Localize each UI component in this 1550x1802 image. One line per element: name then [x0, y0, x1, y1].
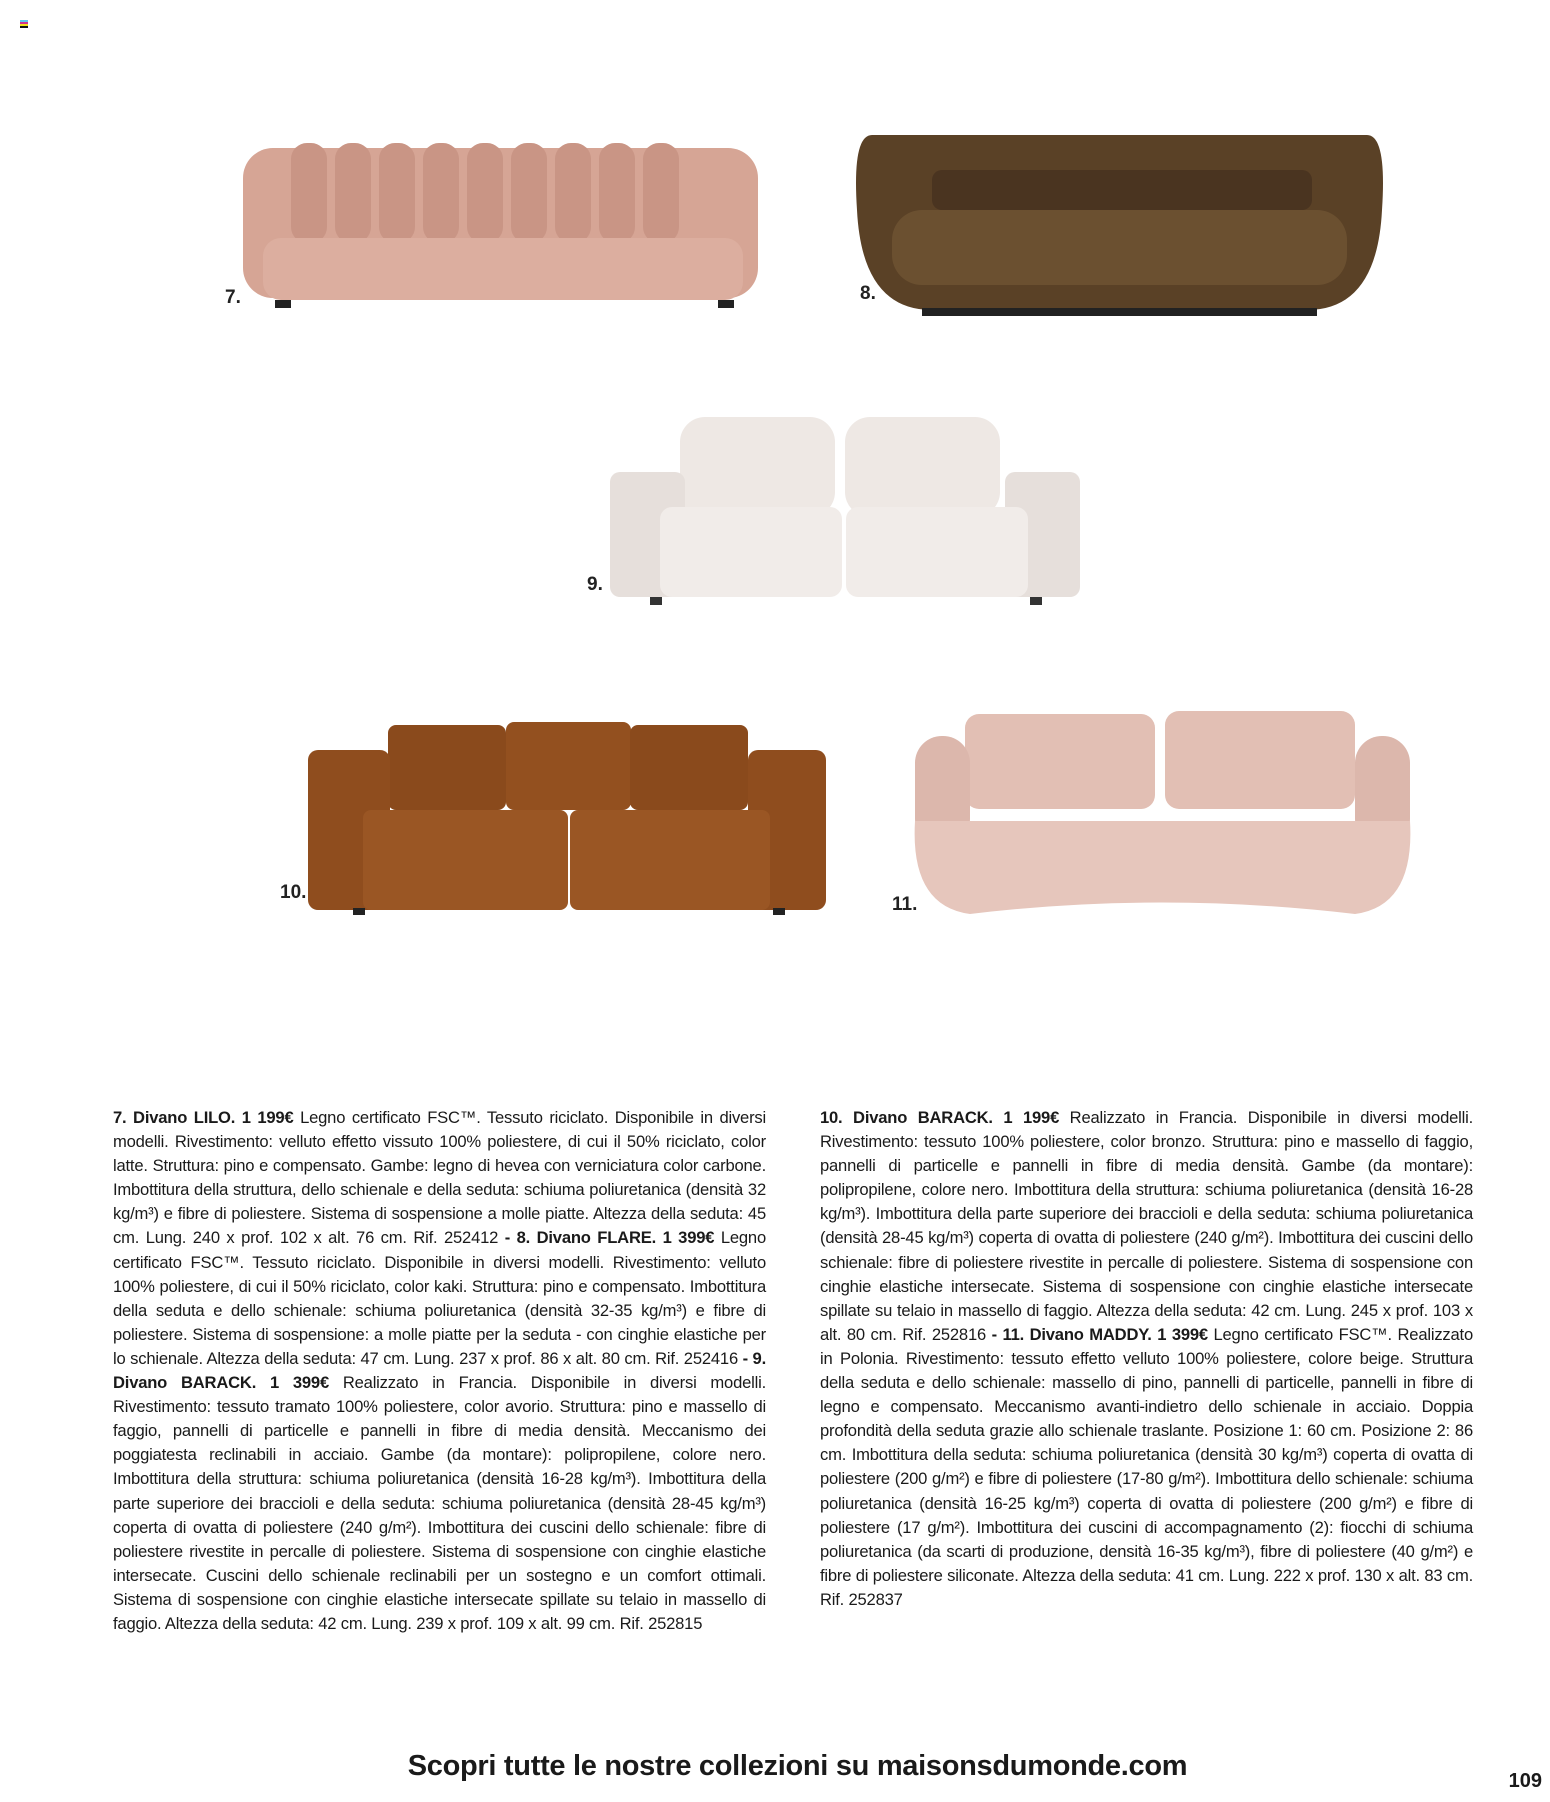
product-description-7: Legno certificato FSC™. Tessuto riciclato. Disponibile in diversi modelli. Rivestimento: velluto effetto vissuto 100% poliestere, di cui il 50% riciclato, color latte. Struttura: pino e compensato. Gambe: legno di hevea con verniciatura color carbone. Imbottitura della struttura, dello schienale e della seduta: schiuma poliuretanica (densità 32 kg/m³) e fibre di poliestere. Sistema di sospensione a molle piatte. Altezza della seduta: 45 cm. Lung. 240 x prof. 102 x alt. 76 cm. Rif. 252412 — [113, 1108, 766, 1248]
product-description-11: Legno certificato FSC™. Realizzato in Polonia. Rivestimento: tessuto effetto velluto 100% poliestere, colore beige. Struttura della seduta e dello schienale: massello di pino, pannelli di particelle, pannelli in fibre di legno e compensato. Meccanismo avanti-indietro dello schienale in acciaio. Doppia profondità della seduta grazie allo schienale traslante. Posizione 1: 60 cm. Posizione 2: 86 cm. Imbottitura della seduta: schiuma poliuretanica (densità 30 kg/m³) coperta di ovatta di poliestere (200 g/m²) e fibre di poliestere (17-80 g/m²). Imbottitura dello schienale: schiuma poliuretanica (densità 16-25 kg/m³) coperta di ovatta di poliestere (200 g/m²) e fibre di poliestere (17 g/m²). Imbottitura dei cuscini di accompagnamento (2): fiocchi di schiuma poliuretanica (da scarti di produzione, densità 16-35 kg/m³), fibre di poliestere (40 g/m²) e fibre di poliestere siliconate. Altezza della seduta: 41 cm. Lung. 222 x prof. 130 x alt. 83 cm. Rif. 252837 — [820, 1324, 1473, 1609]
page-number: 109 — [1508, 1770, 1542, 1792]
description-right-column — [820, 1106, 1473, 1612]
product-heading-7: 7. Divano LILO. 1 199€ — [113, 1108, 294, 1127]
product-heading-9: - 9. Divano BARACK. 1 399€ — [113, 1348, 766, 1393]
description-left-column — [113, 1106, 766, 1636]
product-number-10: 10. — [280, 882, 307, 903]
product-heading-10: 10. Divano BARACK. 1 199€ — [820, 1108, 1060, 1127]
product-number-7: 7. — [225, 287, 241, 308]
sofa-maddy-image — [910, 706, 1415, 921]
product-number-9: 9. — [587, 574, 603, 595]
product-description-9: Realizzato in Francia. Disponibile in diversi modelli. Rivestimento: tessuto tramato 100% poliestere, color avorio. Struttura: pino e massello di faggio, pannelli di particelle e pannelli in fibre di media densità. Meccanismo dei poggiatesta reclinabili in acciaio. Gambe (da montare): polipropilene, colore nero. Imbottitura della struttura: schiuma poliuretanica (densità 16-28 kg/m³). Imbottitura della parte superiore dei braccioli e della seduta: schiuma poliuretanica (densità 28-45 kg/m³) coperta di ovatta di poliestere (240 g/m²). Imbottitura dei cuscini dello schienale: fibre di poliestere rivestite in percalle di poliestere. Sistema di sospensione con cinghie elastiche intersecate. Cuscini dello schienale reclinabili per un sostegno e un comfort ottimali. Sistema di sospensione con cinghie elastiche intersecate spillate su telaio in massello di faggio. Altezza della seduta: 42 cm. Lung. 239 x prof. 109 x alt. 99 cm. Rif. 252815 — [113, 1373, 766, 1633]
product-number-8: 8. — [860, 283, 876, 304]
footer-website-link[interactable]: Scopri tutte le nostre collezioni su maisonsdumonde.com — [407, 1750, 1188, 1782]
sofa-flare-image — [852, 120, 1387, 320]
product-number-11: 11. — [892, 894, 918, 915]
product-heading-11: - 11. Divano MADDY. 1 399€ — [986, 1324, 1208, 1344]
sofa-barack-bronze-image — [308, 720, 826, 915]
product-description-10: Realizzato in Francia. Disponibile in diversi modelli. Rivestimento: tessuto 100% poliestere, color bronzo. Struttura: pino e massello di faggio, pannelli di particelle e pannelli in fibre di media densità. Gambe (da montare): polipropilene, colore nero. Imbottitura della struttura: schiuma poliuretanica (densità 16-28 kg/m³). Imbottitura della parte superiore dei braccioli e della seduta: schiuma poliuretanica (densità 28-45 kg/m³) coperta di ovatta di poliestere (240 g/m²). Imbottitura dei cuscini dello schienale: fibre di poliestere rivestite in percalle di poliestere. Sistema di sospensione con cinghie elastiche intersecate. Sistema di sospensione con cinghie elastiche intersecate spillate su telaio in massello di faggio. Altezza della seduta: 42 cm. Lung. 245 x prof. 103 x alt. 80 cm. Rif. 252816 — [820, 1108, 1473, 1344]
sofa-barack-ivory-image — [610, 412, 1080, 607]
print-color-bar — [20, 20, 28, 28]
product-heading-8: - 8. Divano FLARE. 1 399€ — [498, 1228, 715, 1248]
sofa-lilo-image — [243, 138, 763, 313]
product-description-8: Legno certificato FSC™. Tessuto riciclato. Disponibile in diversi modelli. Rivestimento: velluto 100% poliestere, di cui il 50% riciclato, color kaki. Struttura: pino e compensato. Imbottitura della seduta e dello schienale: schiuma poliuretanica (densità 32-35 kg/m³) e fibre di poliestere. Sistema di sospensione: a molle piatte per la seduta - con cinghie elastiche per lo schienale. Altezza della seduta: 47 cm. Lung. 237 x prof. 86 x alt. 80 cm. Rif. 252416 — [113, 1228, 766, 1368]
